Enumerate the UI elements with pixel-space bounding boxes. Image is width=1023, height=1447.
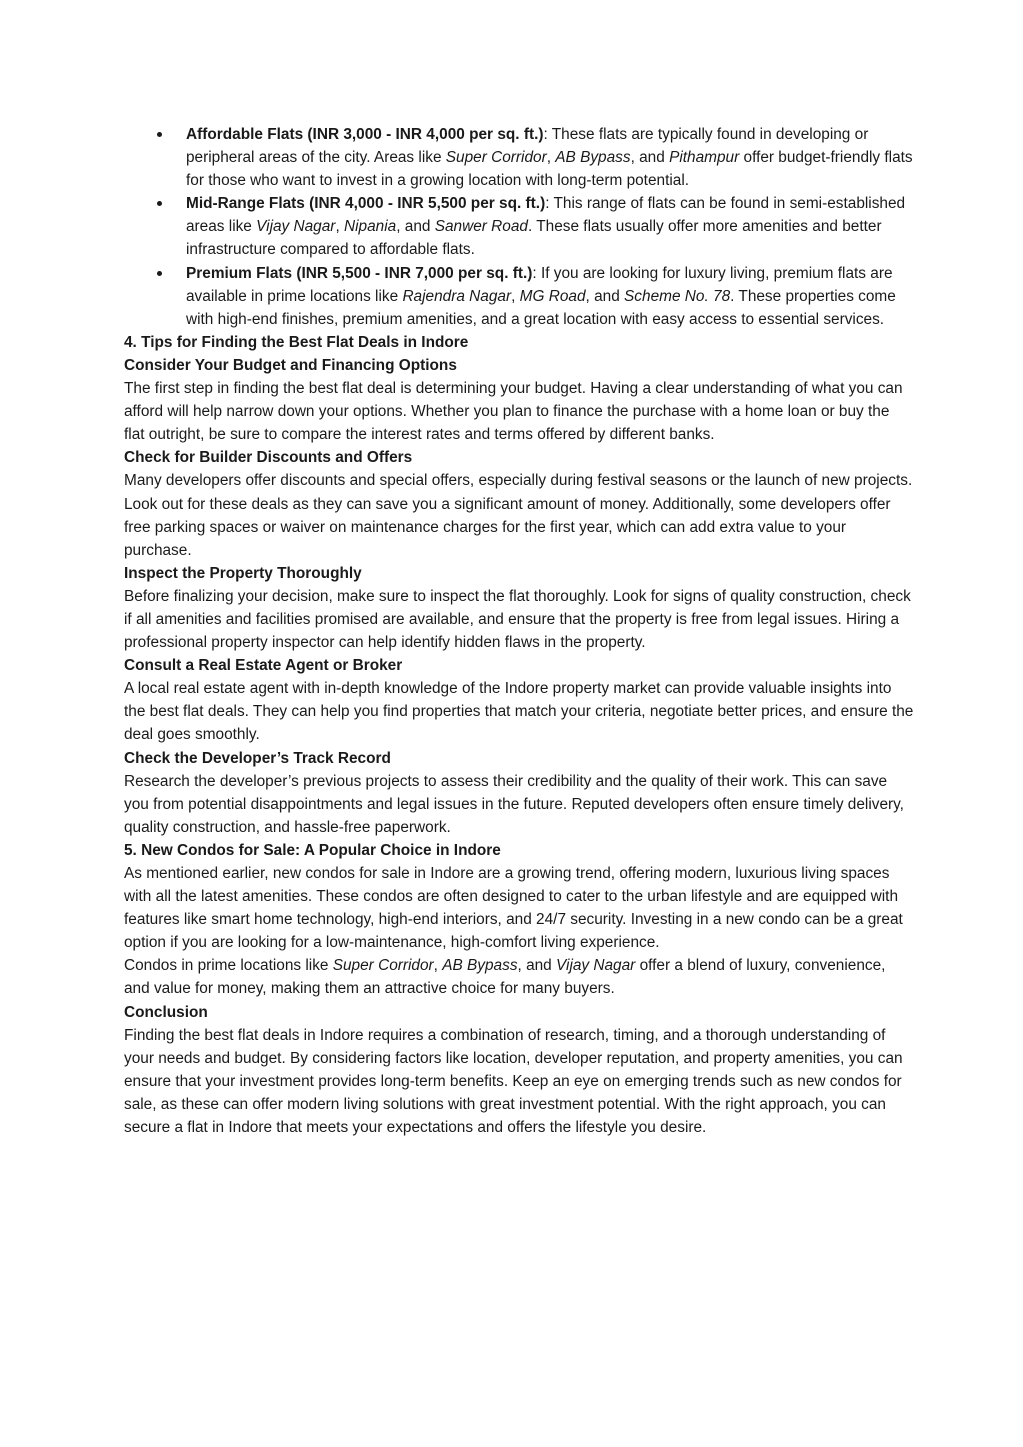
body-text: , <box>433 957 443 975</box>
document-page <box>124 123 914 1139</box>
body-text: offer a blend of luxury, convenience, and value for money, making them an attractive choice for many buyers. <box>124 957 886 998</box>
tip-body: Before finalizing your decision, make sure to inspect the flat thoroughly. Look for signs of quality construction, check if all amenities and facilities promised are available, and ensure that the property is free from legal issues. Hiring a professional property inspector can help identify hidden flaws in the property. <box>124 587 911 652</box>
list-item-mid-range <box>124 192 914 261</box>
list-item-text: , and <box>630 149 670 167</box>
list-item-text: , and <box>585 287 625 305</box>
list-item-text: , <box>546 149 556 167</box>
tip-heading: Inspect the Property Thoroughly <box>124 564 362 582</box>
section-body <box>124 954 914 1000</box>
conclusion-body: Finding the best flat deals in Indore requires a combination of research, timing, and a thorough understanding of your needs and budget. By considering factors like location, developer reputation, and property amenities, you can ensure that your investment provides long-term benefits. Keep an eye on emerging trends such as new condos for sale, as these can offer modern living solutions with great investment potential. With the right approach, you can secure a flat in Indore that meets your expectations and offers the lifestyle you desire. <box>124 1026 903 1137</box>
tip-body: A local real estate agent with in-depth knowledge of the Indore property market can provide valuable insights into the best flat deals. They can help you find properties that match your criteria, negotiate better prices, and ensure the deal goes smoothly. <box>124 680 914 744</box>
tip-heading: Consult a Real Estate Agent or Broker <box>124 657 403 675</box>
section-body: As mentioned earlier, new condos for sale in Indore are a growing trend, offering modern, luxurious living spaces with all the latest amenities. These condos are often designed to cater to the urban lifestyle and are equipped with features like smart home technology, high-end interiors, and 24/7 security. Investing in a new condo can be a great option if you are looking for a low-maintenance, high-comfort living experience. <box>124 865 903 952</box>
list-item-text: , <box>511 287 520 305</box>
list-item-title: Affordable Flats (INR 3,000 - INR 4,000 per sq. ft.) <box>186 126 544 143</box>
tip-heading: Check for Builder Discounts and Offers <box>124 449 413 467</box>
list-item-text: : If you are looking for luxury living, premium flats are available in prime locations like <box>186 264 893 305</box>
tip-body: The first step in finding the best flat deal is determining your budget. Having a clear understanding of what you can afford will help narrow down your options. Whether you plan to finance the purchase with a home loan or buy the flat outright, be sure to compare the interest rates and terms offered by different banks. <box>124 380 903 444</box>
place-name: Vijay Nagar <box>256 218 336 236</box>
tip-heading: Consider Your Budget and Financing Options <box>124 356 457 374</box>
tip-body: Research the developer’s previous projects to assess their credibility and the quality of their work. This can save you from potential disappointments and legal issues in the future. Reputed developers often ensure timely delivery, quality construction, and hassle-free paperwork. <box>124 772 904 836</box>
place-name: Nipania <box>344 218 397 236</box>
place-name: Sanwer Road <box>434 218 528 236</box>
list-item-text: , <box>335 218 344 236</box>
bullet-icon <box>157 271 162 276</box>
tip-heading: Check the Developer’s Track Record <box>124 749 391 767</box>
place-name: Super Corridor <box>445 149 547 167</box>
list-item-affordable <box>124 123 914 192</box>
place-name: AB Bypass <box>442 957 518 975</box>
list-item-title: Premium Flats (INR 5,500 - INR 7,000 per sq. ft.) <box>186 264 533 282</box>
place-name: Super Corridor <box>332 957 434 975</box>
list-item-text: : These flats are typically found in developing or peripheral areas of the city. Areas like <box>186 126 869 167</box>
section-heading: 5. New Condos for Sale: A Popular Choice in Indore <box>124 841 501 859</box>
list-item-text: offer budget-friendly flats for those who want to invest in a growing location with long-term potential. <box>186 149 913 190</box>
place-name: AB Bypass <box>555 149 631 167</box>
section-heading: 4. Tips for Finding the Best Flat Deals in Indore <box>124 333 469 351</box>
list-item-title: Mid-Range Flats (INR 4,000 - INR 5,500 per sq. ft.) <box>186 195 546 213</box>
list-item-text: : This range of flats can be found in semi-established areas like <box>186 195 906 236</box>
place-name: Rajendra Nagar <box>402 287 512 305</box>
body-text: Condos in prime locations like <box>124 957 333 975</box>
price-range-list <box>124 123 914 331</box>
bullet-icon <box>157 132 162 137</box>
list-item-premium <box>124 262 914 331</box>
place-name: MG Road <box>519 287 586 305</box>
conclusion-heading: Conclusion <box>124 1003 208 1021</box>
place-name: Scheme No. 78 <box>624 287 731 305</box>
place-name: Vijay Nagar <box>556 957 636 975</box>
bullet-icon <box>157 201 162 206</box>
place-name: Pithampur <box>669 149 740 167</box>
tip-body: Many developers offer discounts and special offers, especially during festival seasons or the launch of new projects. Look out for these deals as they can save you a significant amount of money. Additionally, some developers offer free parking spaces or waiver on maintenance charges for the first year, which can add extra value to your purchase. <box>124 472 913 559</box>
list-item-text: , and <box>396 218 435 236</box>
body-text: , and <box>517 957 557 975</box>
list-item-text: . These properties come with high-end finishes, premium amenities, and a great location with easy access to essential services. <box>186 287 896 328</box>
list-item-text: . These flats usually offer more amenities and better infrastructure compared to affordable flats. <box>186 218 882 259</box>
